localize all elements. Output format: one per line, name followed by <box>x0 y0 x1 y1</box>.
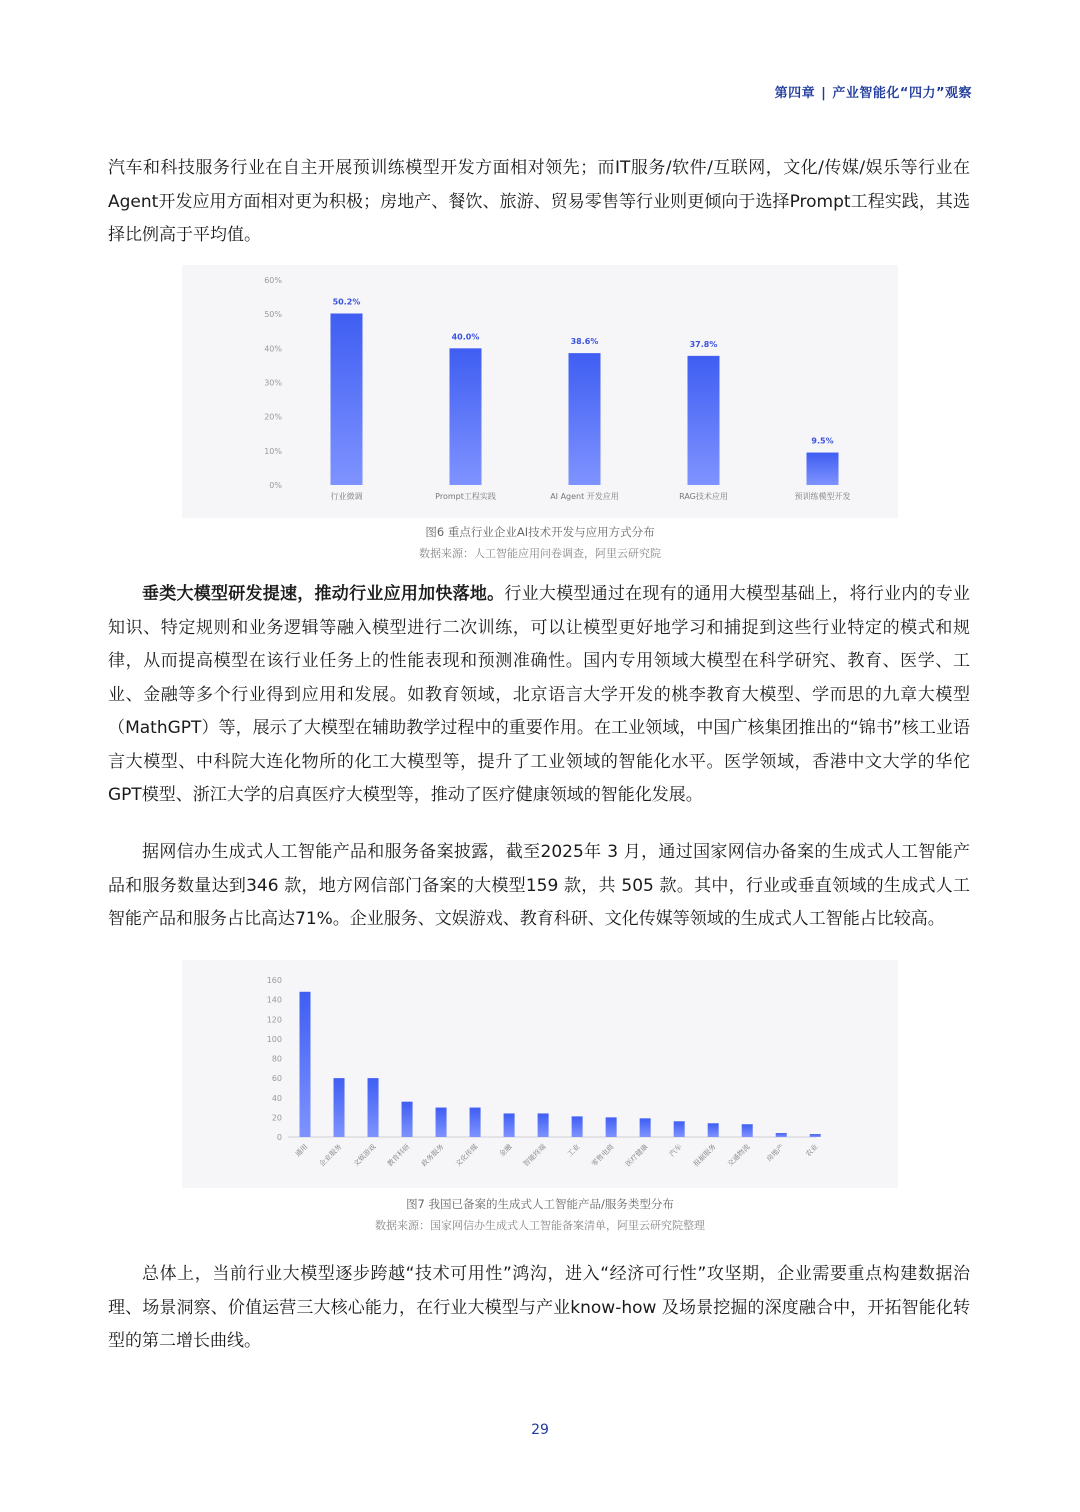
fig6-category-label: AI Agent 开发应用 <box>550 492 619 501</box>
figure7-source: 数据来源：国家网信办生成式人工智能备案清单，阿里云研究院整理 <box>375 1219 705 1232</box>
fig7-bar <box>402 1102 413 1137</box>
paragraph-2-lead: 垂类大模型研发提速，推动行业应用加快落地。 <box>142 584 505 604</box>
fig7-category-label: 报据服务 <box>692 1142 718 1169</box>
fig7-category-label: 教育科研 <box>386 1142 412 1169</box>
fig7-category-label: 企业服务 <box>317 1142 344 1169</box>
fig7-bar <box>334 1078 345 1137</box>
fig7-bar <box>708 1123 719 1137</box>
fig6-bar <box>569 353 601 485</box>
paragraph-1: 汽车和科技服务行业在自主开展预训练模型开发方面相对领先；而IT服务/软件/互联网，文化/传媒/娱乐等行业在Agent开发应用方面相对更为积极；房地产、餐饮、旅游、贸易零售等行业则更倾向于选择Prompt工程实践，其选择比例高于平均值。 <box>108 158 970 245</box>
fig6-bar <box>450 348 482 485</box>
fig7-bar <box>742 1124 753 1137</box>
fig6-category-label: Prompt工程实践 <box>435 492 496 501</box>
fig7-category-label: 汽车 <box>668 1142 684 1159</box>
paragraph-4: 总体上，当前行业大模型逐步跨越“技术可用性”鸿沟，进入“经济可行性”攻坚期，企业需要重点构建数据治理、场景洞察、价值运营三大核心能力，在行业大模型与产业know-how 及场景挖掘的深度融合中，开拓智能化转型的第二增长曲线。 <box>108 1264 970 1351</box>
fig7-bar <box>776 1133 787 1137</box>
fig7-bar <box>368 1078 379 1137</box>
fig7-bar <box>810 1134 821 1137</box>
paragraph-2 <box>108 578 970 813</box>
fig6-ytick: 50% <box>264 310 282 320</box>
fig7-ytick: 80 <box>271 1054 282 1064</box>
fig7-ytick: 160 <box>266 976 282 985</box>
fig7-category-label: 金融 <box>497 1142 514 1159</box>
paragraph-2-body: 行业大模型通过在现有的通用大模型基础上，将行业内的专业知识、特定规则和业务逻辑等融入模型进行二次训练，可以让模型更好地学习和捕捉到这些行业特定的模式和规律，从而提高模型在该行业任务上的性能表现和预测准确性。国内专用领域大模型在科学研究、教育、医学、工业、金融等多个行业得到应用和发展。如教育领域，北京语言大学开发的桃李教育大模型、学而思的九章大模型（MathGPT）等，展示了大模型在辅助教学过程中的重要作用。在工业领域，中国广核集团推出的“锦书”核工业语言大模型、中科院大连化物所的化工大模型等，提升了工业领域的智能化水平。医学领域，香港中文大学的华佗GPT模型、浙江大学的启真医疗大模型等，推动了医疗健康领域的智能化发展。 <box>108 584 971 805</box>
fig6-data-label: 40.0% <box>451 332 480 342</box>
fig7-category-label: 文娱游戏 <box>351 1142 378 1169</box>
figure6-chart <box>182 265 898 518</box>
fig7-ytick: 40 <box>271 1093 282 1103</box>
fig7-category-label: 智能终端 <box>522 1142 548 1169</box>
fig6-ytick: 40% <box>264 344 282 354</box>
fig7-ytick: 60 <box>271 1074 282 1084</box>
fig6-data-label: 50.2% <box>332 297 361 307</box>
page-number: 29 <box>531 1422 549 1438</box>
fig7-bar <box>572 1116 583 1137</box>
fig7-category-label: 医疗健康 <box>624 1142 650 1169</box>
fig6-ytick: 10% <box>264 446 282 456</box>
fig7-category-label: 农业 <box>804 1142 820 1159</box>
fig7-bar <box>436 1108 447 1137</box>
fig7-bar <box>674 1121 685 1137</box>
fig7-category-label: 交通物流 <box>726 1142 752 1169</box>
fig7-category-label: 文化传媒 <box>454 1142 480 1169</box>
fig6-bar <box>807 453 839 485</box>
fig7-category-label: 工业 <box>565 1142 582 1159</box>
chapter-label: 第四章 <box>774 86 816 101</box>
fig7-ytick: 120 <box>266 1015 282 1025</box>
fig7-category-label: 通用 <box>293 1142 310 1159</box>
fig6-data-label: 9.5% <box>811 436 834 446</box>
fig6-category-label: 行业微调 <box>330 492 363 501</box>
fig7-bar <box>606 1117 617 1137</box>
header-separator: | <box>821 86 827 101</box>
fig6-bar <box>331 313 363 485</box>
fig7-bar <box>470 1108 481 1137</box>
chapter-title: 产业智能化“四力”观察 <box>832 86 972 101</box>
figure7-caption: 图7 我国已备案的生成式人工智能产品/服务类型分布 <box>406 1197 674 1211</box>
fig6-ytick: 30% <box>264 378 282 388</box>
fig7-ytick: 100 <box>266 1034 282 1044</box>
fig7-ytick: 20 <box>271 1113 282 1123</box>
figure6-svg <box>182 265 898 518</box>
running-header <box>775 82 972 101</box>
fig7-ytick: 140 <box>266 995 282 1005</box>
fig6-data-label: 38.6% <box>570 337 599 347</box>
figure7-svg <box>182 960 898 1188</box>
fig6-ytick: 60% <box>264 276 282 285</box>
fig7-bar <box>640 1118 651 1137</box>
fig7-ytick: 0 <box>276 1133 282 1142</box>
fig7-bar <box>300 992 311 1137</box>
fig6-category-label: RAG技术应用 <box>679 492 728 501</box>
fig7-bar <box>538 1113 549 1137</box>
fig6-bar <box>688 356 720 485</box>
fig6-ytick: 0% <box>269 481 282 490</box>
figure7-chart <box>182 960 898 1188</box>
fig6-ytick: 20% <box>264 412 282 422</box>
figure6-caption: 图6 重点行业企业AI技术开发与应用方式分布 <box>425 525 655 539</box>
fig6-data-label: 37.8% <box>689 339 718 349</box>
fig7-category-label: 政务服务 <box>420 1142 446 1169</box>
fig7-category-label: 房地产 <box>765 1142 786 1164</box>
figure6-source: 数据来源：人工智能应用问卷调查，阿里云研究院 <box>419 547 661 560</box>
fig7-category-label: 零售电商 <box>590 1142 616 1169</box>
fig6-category-label: 预训练模型开发 <box>794 492 851 501</box>
fig7-bar <box>504 1113 515 1137</box>
paragraph-3: 据网信办生成式人工智能产品和服务备案披露，截至2025年 3 月，通过国家网信办备案的生成式人工智能产品和服务数量达到346 款，地方网信部门备案的大模型159 款，共 505 款。其中，行业或垂直领域的生成式人工智能产品和服务占比高达71%。企业服务、文娱游戏、教育科研、文化传媒等领域的生成式人工智能占比较高。 <box>108 842 970 929</box>
